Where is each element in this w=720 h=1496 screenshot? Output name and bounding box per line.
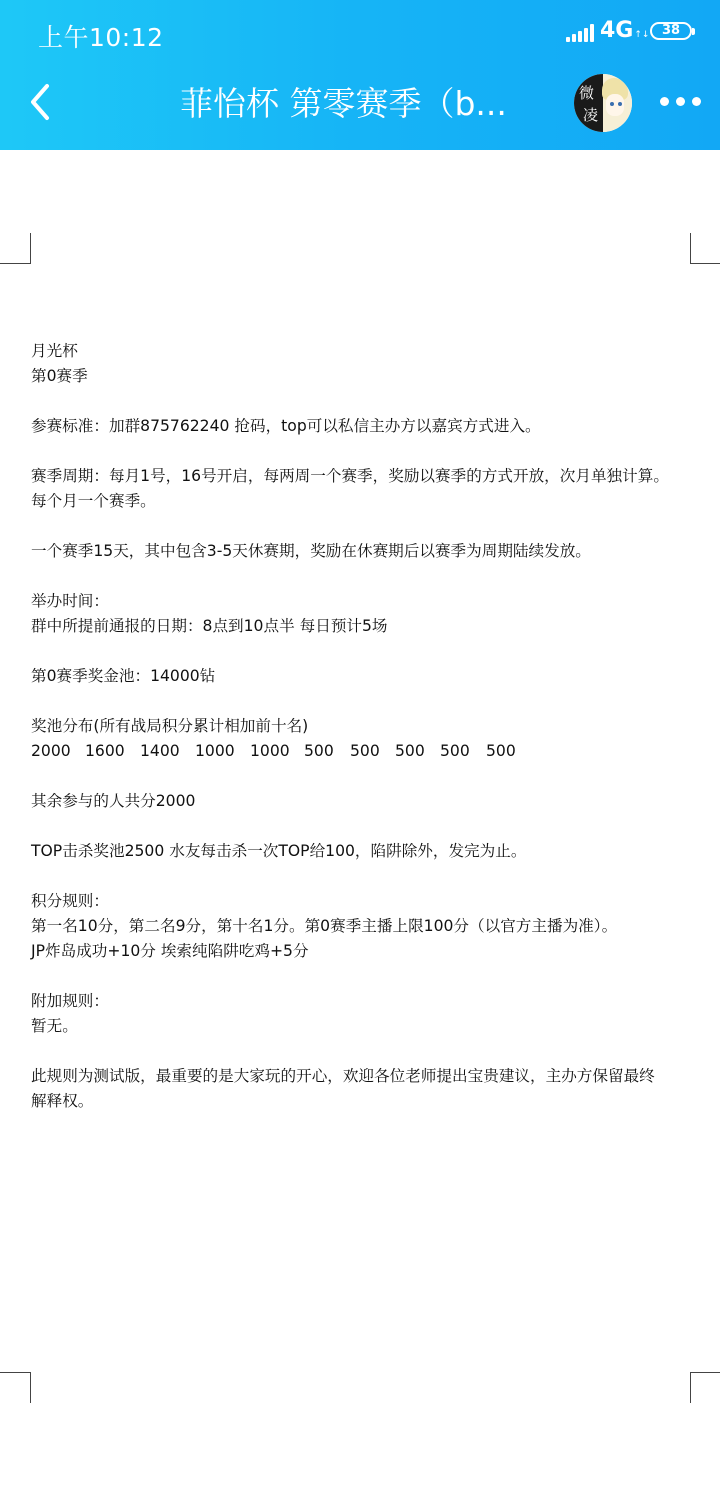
signal-icon [566, 24, 596, 42]
schedule-detail: 群中所提前通报的日期：8点到10点半 每日预计5场 [31, 617, 388, 635]
prize-value: 1000 [250, 742, 290, 760]
season-period: 赛季周期：每月1号，16号开启，每两周一个赛季，奖励以赛季的方式开放，次月单独计算。 [31, 467, 669, 485]
avatar-glyph: 微 [579, 84, 595, 102]
app-header [0, 0, 720, 150]
network-type: 4G [600, 18, 634, 43]
prize-pool: 第0赛季奖金池：14000钻 [31, 667, 216, 685]
avatar-glyph: 凌 [583, 106, 599, 124]
network-activity: ↑↓ [634, 30, 650, 40]
scoring-rule: 第一名10分，第二名9分，第十名1分。第0赛季主播上限100分（以官方主播为准）。 [31, 917, 618, 935]
season-period-note: 每个月一个赛季。 [31, 492, 156, 510]
others-share: 其余参与的人共分2000 [31, 792, 196, 810]
more-button[interactable] [658, 92, 702, 112]
doc-subheading: 第0赛季 [31, 367, 88, 385]
prize-value: 2000 [31, 742, 71, 760]
prize-value: 500 [395, 742, 425, 760]
chevron-left-icon [20, 80, 64, 124]
page-title: 菲怡杯 第零赛季（b... [180, 84, 507, 123]
avatar[interactable] [574, 74, 632, 132]
distribution-values [31, 739, 691, 764]
prize-value: 1600 [85, 742, 125, 760]
crop-mark-top-left [0, 233, 31, 264]
crop-mark-bottom-right [690, 1372, 720, 1403]
scoring-label: 积分规则： [31, 892, 109, 910]
status-time: 上午10:12 [38, 23, 164, 52]
season-length: 一个赛季15天，其中包含3-5天休赛期，奖励在休赛期后以赛季为周期陆续发放。 [31, 542, 591, 560]
doc-heading: 月光杯 [31, 342, 78, 360]
battery-icon: 38 [650, 22, 692, 40]
disclaimer: 此规则为测试版，最重要的是大家玩的开心，欢迎各位老师提出宝贵建议，主办方保留最终 [31, 1067, 655, 1085]
prize-value: 500 [350, 742, 380, 760]
prize-value: 500 [440, 742, 470, 760]
status-bar [0, 0, 720, 66]
crop-mark-top-right [690, 233, 720, 264]
entry-rule: 参赛标准：加群875762240 抢码，top可以私信主办方以嘉宾方式进入。 [31, 417, 541, 435]
back-button[interactable] [20, 80, 64, 124]
schedule-label: 举办时间： [31, 592, 109, 610]
prize-value: 1400 [140, 742, 180, 760]
prize-value: 1000 [195, 742, 235, 760]
crop-mark-bottom-left [0, 1372, 31, 1403]
prize-value: 500 [304, 742, 334, 760]
extra-rules-label: 附加规则： [31, 992, 109, 1010]
distribution-label: 奖池分布(所有战局积分累计相加前十名) [31, 717, 309, 735]
extra-rules-value: 暂无。 [31, 1017, 78, 1035]
network-indicator [600, 18, 649, 43]
top-kill-rule: TOP击杀奖池2500 水友每击杀一次TOP给100，陷阱除外，发完为止。 [31, 842, 527, 860]
disclaimer-end: 解释权。 [31, 1092, 94, 1110]
document-body [31, 339, 691, 1114]
scoring-bonus: JP炸岛成功+10分 埃索纯陷阱吃鸡+5分 [31, 942, 309, 960]
prize-value: 500 [486, 742, 516, 760]
